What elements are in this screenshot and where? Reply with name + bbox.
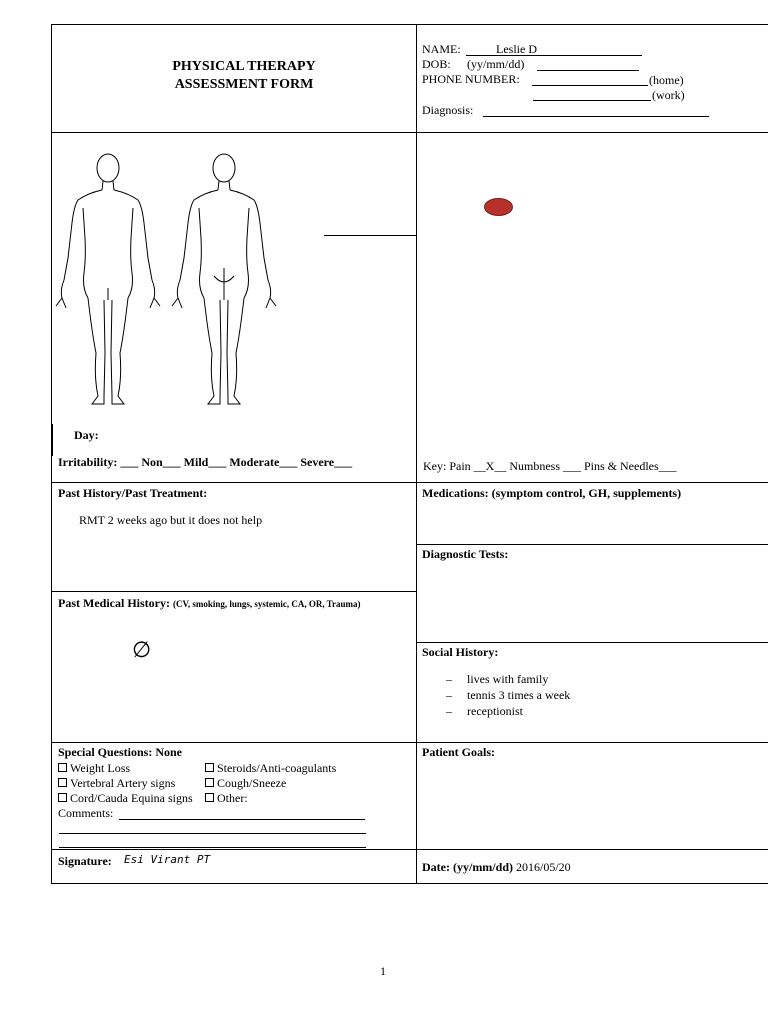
checkbox-label: Other: [217,791,248,805]
body-diagram [52,148,280,412]
date-row [422,860,571,874]
irritability-label: Irritability: [58,455,118,469]
checkbox-option[interactable] [205,791,248,805]
pain-marker [484,198,513,216]
checkbox-option[interactable] [58,761,130,775]
special-questions-label: Special Questions: None [58,745,183,759]
checkbox-option[interactable] [205,776,286,790]
phone-work-label: (work) [652,88,685,102]
checkbox-label: Vertebral Artery signs [70,776,176,790]
checkbox-label: Steroids/Anti-coagulants [217,761,337,775]
null-set-icon: ∅ [132,638,152,663]
phone-work-line [533,100,651,101]
social-history-item-text: receptionist [467,704,523,718]
checkbox-icon[interactable] [205,793,214,802]
name-value: Leslie D [496,42,537,56]
date-value: 2016/05/20 [515,860,571,874]
irritability-option: Severe [300,455,335,469]
checkbox-icon[interactable] [58,793,67,802]
day-bar [52,424,53,456]
medications-label: Medications: (symptom control, GH, supplements) [422,486,682,500]
checkbox-icon[interactable] [58,763,67,772]
back-body-figure [172,154,276,404]
phone-label: PHONE NUMBER: [422,72,520,86]
checkbox-label: Cord/Cauda Equina signs [70,791,193,805]
checkbox-option[interactable] [58,791,193,805]
patient-goals-label: Patient Goals: [422,745,495,759]
social-history-item-text: lives with family [467,672,549,686]
symptom-key: Key: Pain __X__ Numbness ___ Pins & Needles___ [423,459,677,473]
checkbox-label: Weight Loss [70,761,131,775]
page-number: 1 [380,964,386,978]
past-medical-history-label [58,596,361,611]
signature-label: Signature: [58,854,112,868]
past-history-label: Past History/Past Treatment: [58,486,208,500]
comments-line [59,833,366,834]
diagnostic-tests-label: Diagnostic Tests: [422,547,509,561]
past-medical-history-detail: (CV, smoking, lungs, systemic, CA, OR, Trauma) [172,599,361,609]
checkbox-label: Cough/Sneeze [217,776,287,790]
past-medical-history-title: Past Medical History: [58,596,170,610]
social-history-label: Social History: [422,645,499,659]
form-title-line1: PHYSICAL THERAPY [172,59,316,74]
checkbox-icon[interactable] [205,763,214,772]
social-history-item: – [446,688,452,702]
checkbox-option[interactable] [205,761,336,775]
dob-label: DOB: [422,57,451,71]
dob-field-line [537,70,639,71]
past-history-text: RMT 2 weeks ago but it does not help [79,513,263,527]
comments-line [59,847,366,848]
chart-annotation-line [324,235,416,236]
phone-home-line [532,85,648,86]
signature-value: Esi Virant PT [124,853,211,866]
irritability-row: Irritability: ___ Non___ Mild___ Moderate___ Severe___ [58,455,353,469]
checkbox-icon[interactable] [205,778,214,787]
date-label: Date: (yy/mm/dd) [422,860,513,874]
social-history-item: – [446,672,452,686]
phone-home-label: (home) [649,73,684,87]
social-history-item: – [446,704,452,718]
social-history-item-text: tennis 3 times a week [467,688,571,702]
diagnosis-field-line [483,116,709,117]
checkbox-icon[interactable] [58,778,67,787]
form-title [114,58,374,94]
form-title-line2: ASSESSMENT FORM [174,77,314,92]
name-label: NAME: [422,42,461,56]
name-field-line [466,55,642,56]
irritability-option: Non [141,455,163,469]
irritability-option: Moderate [229,455,280,469]
day-label: Day: [74,428,99,442]
diagnosis-label: Diagnosis: [422,103,474,117]
comments-line [119,819,365,820]
front-body-figure [56,154,160,404]
checkbox-option[interactable] [58,776,175,790]
comments-label: Comments: [58,806,114,820]
irritability-option: Mild [183,455,209,469]
dob-format: (yy/mm/dd) [467,57,525,71]
